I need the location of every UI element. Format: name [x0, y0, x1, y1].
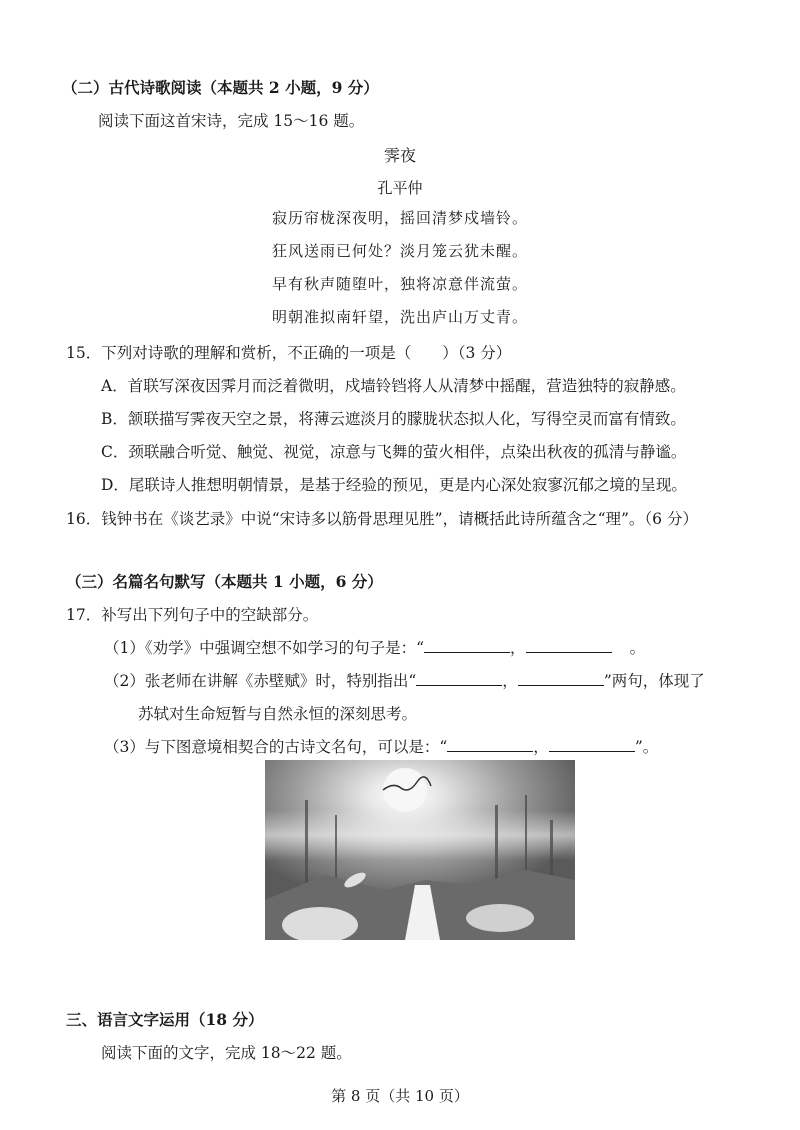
sub-1-separator: ，: [510, 639, 526, 657]
question-16: 16．钱钟书在《谈艺录》中说“宋诗多以筋骨思理见胜”，请概括此诗所蕴含之“理”。（6 分）: [66, 510, 698, 528]
section-heading-poetry: （二）古代诗歌阅读（本题共 2 小题，9 分）: [62, 78, 379, 97]
part-heading-language-use: 三、语言文字运用（18 分）: [66, 1010, 264, 1029]
answer-blank[interactable]: [424, 638, 510, 653]
sub-2-separator: ，: [502, 672, 518, 690]
sub-3-suffix: ”。: [634, 738, 659, 756]
answer-blank[interactable]: [518, 671, 604, 686]
question-17-sub-2-continuation: 苏轼对生命短暂与自然永恒的深刻思考。: [138, 705, 418, 723]
question-15-option-a: A．首联写深夜因霁月而泛着微明，戍墙铃铛将人从清梦中摇醒，营造独特的寂静感。: [101, 377, 686, 395]
language-use-intro: 阅读下面的文字，完成 18～22 题。: [101, 1044, 352, 1062]
sub-2-suffix: ”两句，体现了: [603, 672, 705, 690]
sub-1-prefix: （1）《劝学》中强调空想不如学习的句子是：“: [104, 639, 425, 657]
poem-title: 霁夜: [383, 146, 416, 165]
rock-right: [466, 904, 534, 932]
mist-band: [265, 810, 575, 860]
sub-2-prefix: （2）张老师在讲解《赤壁赋》时，特别指出“: [104, 672, 417, 690]
question-17-sub-3: [104, 735, 658, 757]
poem-author: 孔平仲: [377, 179, 423, 197]
moonlit-waterfall-illustration: [265, 760, 575, 940]
answer-blank[interactable]: [526, 638, 612, 653]
question-15-option-d: D．尾联诗人推想明朝情景，是基于经验的预见，更是内心深处寂寥沉郁之境的呈现。: [101, 476, 687, 494]
question-17-sub-1: [104, 636, 645, 658]
sub-3-separator: ，: [533, 738, 549, 756]
poem-line-3: 早有秋声随堕叶，独将凉意伴流萤。: [271, 275, 528, 293]
sub-3-prefix: （3）与下图意境相契合的古诗文名句，可以是：“: [104, 738, 448, 756]
poem-line-2: 狂风送雨已何处？淡月笼云犹未醒。: [271, 242, 528, 260]
sub-1-end: 。: [629, 639, 646, 657]
answer-blank[interactable]: [447, 737, 533, 752]
question-17-sub-2: [104, 669, 705, 691]
question-15-stem: 15．下列对诗歌的理解和赏析，不正确的一项是（ ）（3 分）: [66, 344, 512, 362]
poem-line-4: 明朝准拟南轩望，洗出庐山万丈青。: [271, 308, 528, 326]
section-heading-recitation: （三）名篇名句默写（本题共 1 小题，6 分）: [66, 572, 383, 591]
poem-line-1: 寂历帘栊深夜明，摇回清梦戍墙铃。: [271, 209, 528, 227]
page-footer: 第 8 页（共 10 页）: [331, 1087, 469, 1105]
poetry-intro: 阅读下面这首宋诗，完成 15～16 题。: [98, 112, 365, 130]
question-17-stem: 17．补写出下列句子中的空缺部分。: [66, 606, 319, 624]
question-15-option-c: C．颈联融合听觉、触觉、视觉，凉意与飞舞的萤火相伴，点染出秋夜的孤清与静谧。: [101, 443, 687, 461]
answer-blank[interactable]: [416, 671, 502, 686]
question-15-option-b: B．颔联描写霁夜天空之景，将薄云遮淡月的朦胧状态拟人化，写得空灵而富有情致。: [101, 410, 686, 428]
answer-blank[interactable]: [549, 737, 635, 752]
